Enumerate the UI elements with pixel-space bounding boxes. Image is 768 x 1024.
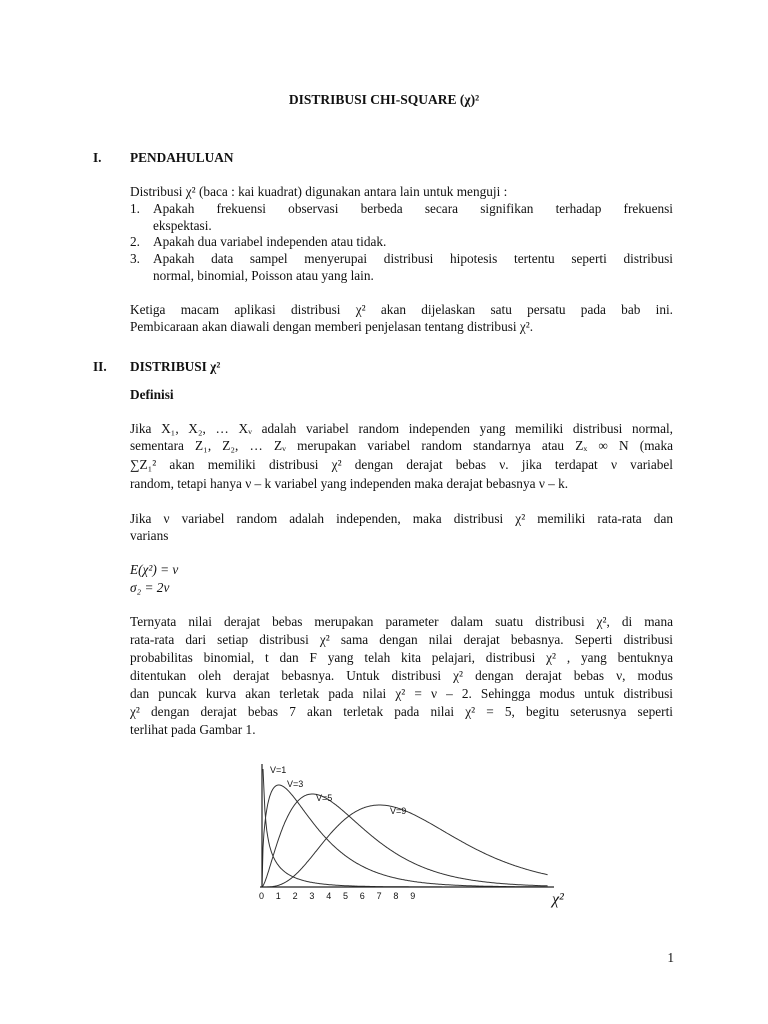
section-heading-2: DISTRIBUSI χ²: [130, 359, 221, 374]
list-item-1-line-2: ekspektasi.: [153, 218, 212, 233]
equation-variance: σ₂ = 2ν: [130, 580, 170, 595]
definisi-p3-line-7: terlihat pada Gambar 1.: [130, 722, 256, 737]
definisi-p3-line-1: Ternyata nilai derajat bebas merupakan parameter dalam suatu distribusi χ², di mana: [130, 614, 673, 629]
definisi-p1-line-3: ∑Z₁² akan memiliki distribusi χ² dengan derajat bebas ν. jika terdapat ν variabel: [130, 457, 673, 472]
x-tick-1: 1: [275, 891, 281, 901]
curve-label-df-5: V=5: [316, 793, 333, 803]
x-tick-7: 7: [376, 891, 382, 901]
x-tick-3: 3: [309, 891, 315, 901]
definisi-p2-line-1: Jika ν variabel random adalah independen, maka distribusi χ² memiliki rata-rata dan: [130, 511, 673, 526]
curve-df-3: [262, 785, 548, 887]
equation-expectation: E(χ²) = ν: [130, 562, 179, 577]
definisi-p1-line-1: Jika X₁, X₂, … Xᵥ adalah variabel random independen yang memiliki distribusi normal,: [130, 421, 673, 436]
x-tick-labels: [259, 891, 415, 901]
definisi-p3-line-2: rata-rata dari setiap distribusi χ² sama dengan nilai derajat bebasnya. Seperti distribusi: [130, 632, 673, 647]
x-tick-2: 2: [292, 891, 298, 901]
x-tick-0: 0: [259, 891, 265, 901]
definisi-p2-line-2: varians: [130, 528, 169, 543]
density-curves: [262, 769, 548, 887]
curve-df-1: [263, 769, 548, 887]
list-item-3-line-1: Apakah data sampel menyerupai distribusi hipotesis tertentu seperti distribusi: [153, 251, 673, 266]
intro-closing-line-1: Ketiga macam aplikasi distribusi χ² akan dijelaskan satu persatu pada bab ini.: [130, 302, 673, 317]
x-tick-4: 4: [326, 891, 332, 901]
list-number-2: 2.: [130, 234, 140, 249]
section-number-2: II.: [93, 359, 107, 374]
intro-closing-line-2: Pembicaraan akan diawali dengan memberi penjelasan tentang distribusi χ².: [130, 319, 534, 334]
section-heading-1: PENDAHULUAN: [130, 150, 234, 165]
page-title: DISTRIBUSI CHI-SQUARE (χ)²: [288, 92, 480, 107]
definisi-heading: Definisi: [130, 387, 174, 402]
definisi-p3-line-5: dan puncak kurva akan terletak pada nilai χ² = ν – 2. Sehingga modus untuk distribusi: [130, 686, 673, 701]
x-tick-5: 5: [343, 891, 349, 901]
curve-label-df-1: V=1: [270, 765, 287, 775]
intro-lead: Distribusi χ² (baca : kai kuadrat) digunakan antara lain untuk menguji :: [130, 184, 508, 199]
x-tick-6: 6: [359, 891, 365, 901]
curve-labels: [270, 765, 406, 816]
section-number-1: I.: [93, 150, 102, 165]
list-number-3: 3.: [130, 251, 140, 266]
page-number: 1: [667, 950, 674, 965]
list-item-3-line-2: normal, binomial, Poisson atau yang lain.: [153, 268, 374, 283]
definisi-p1-line-4: random, tetapi hanya ν – k variabel yang independen maka derajat bebasnya ν – k.: [130, 476, 569, 491]
list-item-2-line-1: Apakah dua variabel independen atau tidak.: [153, 234, 387, 249]
list-number-1: 1.: [130, 201, 140, 216]
chi-square-figure: [232, 756, 592, 916]
list-item-1-line-1: Apakah frekuensi observasi berbeda secara signifikan terhadap frekuensi: [153, 201, 673, 216]
curve-df-9: [262, 805, 548, 887]
curve-label-df-3: V=3: [287, 779, 304, 789]
definisi-p3-line-4: ditentukan oleh derajat bebasnya. Untuk distribusi χ² dengan derajat bebas ν, modus: [130, 668, 673, 683]
definisi-p3-line-3: probabilitas binomial, t dan F yang telah kita pelajari, distribusi χ² , yang bentuknya: [130, 650, 673, 665]
x-tick-8: 8: [393, 891, 399, 901]
x-axis-label: χ²: [552, 891, 564, 908]
x-tick-9: 9: [410, 891, 416, 901]
definisi-p3-line-6: χ² dengan derajat bebas 7 akan terletak pada nilai χ² = 5, begitu seterusnya seperti: [130, 704, 673, 719]
curve-label-df-9: V=9: [390, 806, 407, 816]
definisi-p1-line-2: sementara Z₁, Z₂, … Zᵥ merupakan variabel random standarnya atau Zₓ ∞ N (maka: [130, 438, 673, 453]
